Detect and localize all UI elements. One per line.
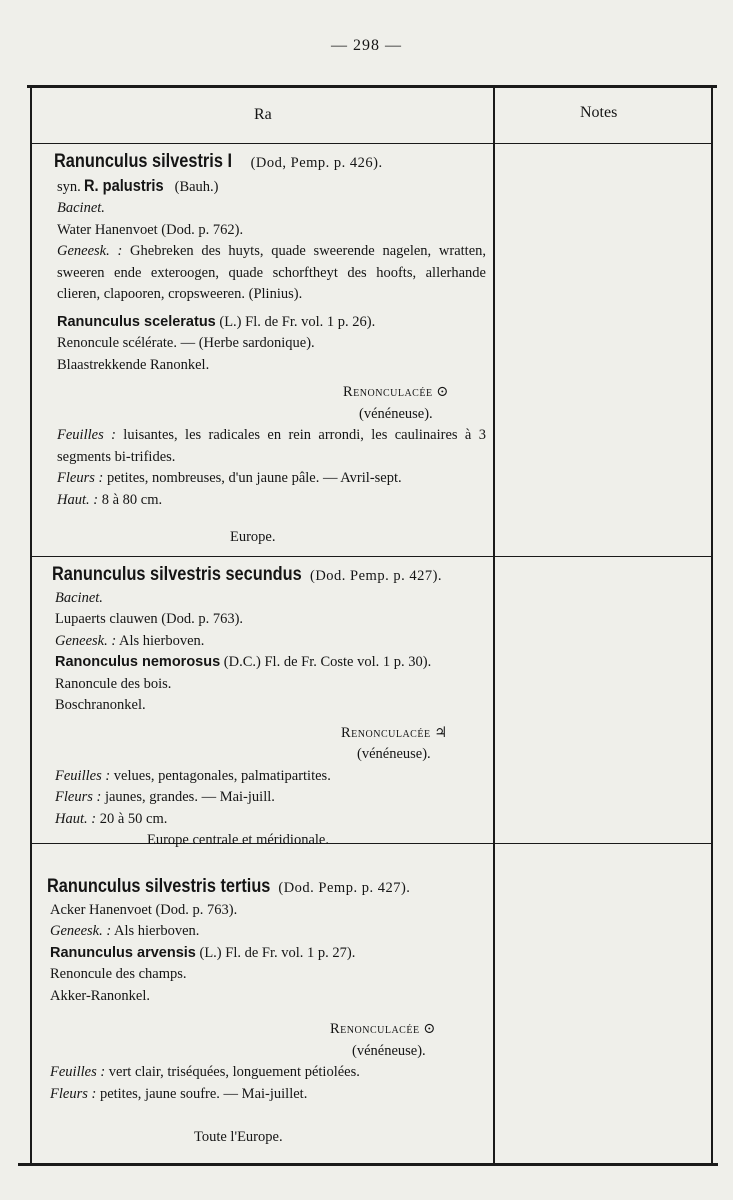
synonym-prefix: syn. (57, 178, 81, 195)
haut-label: Haut. : (55, 810, 97, 827)
region: Europe centrale et méridionale. (147, 832, 329, 848)
entry-ranunculus-silvestris-tertius (47, 876, 480, 1149)
flemish-name: Lupaerts clauwen (Dod. p. 763). (55, 611, 244, 627)
geneesk-label: Geneesk. : (50, 923, 112, 939)
synonym-name: R. palustris (84, 175, 165, 195)
entry-ranunculus-silvestris-secundus (52, 564, 485, 852)
fleurs-text: petites, jaune soufre. — Mai-juillet. (99, 1085, 308, 1102)
scientific-reference: (D.C.) Fl. de Fr. Coste vol. 1 p. 30). (223, 654, 432, 670)
entry-title: Ranunculus silvestris secundus (52, 564, 302, 585)
perennial-symbol: ⊙ (436, 384, 449, 400)
fleurs-label: Fleurs : (55, 789, 102, 805)
fleurs-label: Fleurs : (50, 1085, 97, 1102)
french-name: Ranoncule des bois. (55, 675, 172, 692)
family-name: Renonculacée (330, 1021, 420, 1037)
family-name: Renonculacée (341, 724, 431, 741)
family-name: Renonculacée (343, 384, 433, 400)
scientific-name: Ranunculus sceleratus (57, 313, 216, 330)
table-top-rule (27, 85, 717, 88)
geneesk-text: Als hierboven. (119, 632, 205, 649)
haut-text: 20 à 50 cm. (99, 810, 168, 827)
column-divider (493, 88, 495, 1163)
feuilles-text: luisantes, les radicales en rein arrondi, les caulinaires à 3 segments bi-trifides. (57, 427, 486, 465)
french-name: Renoncule scélérate. — (Herbe sardonique). (57, 335, 315, 351)
haut-text: 8 à 80 cm. (101, 491, 163, 508)
synonym-reference: (Bauh.) (174, 178, 219, 195)
common-name: Bacinet. (57, 200, 105, 216)
fleurs-text: jaunes, grandes. — Mai-juill. (104, 789, 275, 805)
geneesk-label: Geneesk. : (57, 243, 123, 259)
dutch-name: Blaastrekkende Ranonkel. (57, 356, 210, 373)
entry-ranunculus-silvestris-1 (54, 151, 487, 549)
flemish-name: Acker Hanenvoet (Dod. p. 763). (50, 901, 238, 918)
table-bottom-rule (18, 1163, 718, 1166)
entry-title: Ranunculus silvestris I (54, 151, 232, 172)
entry-title: Ranunculus silvestris tertius (47, 876, 271, 897)
scientific-reference: (L.) Fl. de Fr. vol. 1 p. 27). (199, 944, 356, 961)
feuilles-label: Feuilles : (55, 767, 111, 784)
perennial-symbol: ♃ (434, 724, 448, 741)
header-rule (32, 143, 711, 144)
dutch-name: Akker-Ranonkel. (50, 987, 150, 1004)
toxicity: (vénéneuse). (359, 405, 433, 422)
entry-reference: (Dod, Pemp. p. 426). (250, 155, 383, 171)
fleurs-label: Fleurs : (57, 470, 104, 486)
geneesk-text: Als hierboven. (114, 923, 200, 939)
page-number: — 298 — (331, 37, 402, 54)
feuilles-text: velues, pentagonales, palmatipartites. (113, 767, 331, 784)
region: Europe. (230, 529, 276, 545)
region: Toute l'Europe. (194, 1129, 283, 1145)
feuilles-label: Feuilles : (50, 1064, 106, 1080)
feuilles-label: Feuilles : (57, 427, 116, 443)
common-name: Bacinet. (55, 589, 103, 606)
haut-label: Haut. : (57, 491, 99, 508)
column-header-ra: Ra (254, 106, 272, 123)
table-right-border (711, 88, 713, 1163)
row-rule-1 (32, 556, 711, 557)
geneesk-label: Geneesk. : (55, 632, 117, 649)
flemish-name: Water Hanenvoet (Dod. p. 762). (57, 221, 244, 238)
entry-reference: (Dod. Pemp. p. 427). (278, 880, 411, 896)
geneesk-text: Ghebreken des huyts, quade sweerende nagelen, wratten, sweeren ende exteroogen, quade schorftheyt des hoofts, allerhande clieren, clapooren, cropsweeren. (Plinius). (57, 243, 487, 302)
column-header-notes: Notes (580, 104, 618, 121)
french-name: Renoncule des champs. (50, 966, 187, 982)
table-left-border (30, 88, 32, 1163)
toxicity: (vénéneuse). (352, 1042, 426, 1059)
fleurs-text: petites, nombreuses, d'un jaune pâle. — Avril-sept. (106, 470, 402, 486)
feuilles-text: vert clair, triséquées, longuement pétiolées. (108, 1064, 360, 1080)
scientific-reference: (L.) Fl. de Fr. vol. 1 p. 26). (219, 313, 376, 330)
scientific-name: Ranonculus nemorosus (55, 654, 221, 670)
perennial-symbol: ⊙ (423, 1021, 436, 1037)
scientific-name: Ranunculus arvensis (50, 944, 196, 961)
entry-reference: (Dod. Pemp. p. 427). (310, 568, 443, 584)
toxicity: (vénéneuse). (357, 746, 431, 762)
dutch-name: Boschranonkel. (55, 697, 146, 713)
